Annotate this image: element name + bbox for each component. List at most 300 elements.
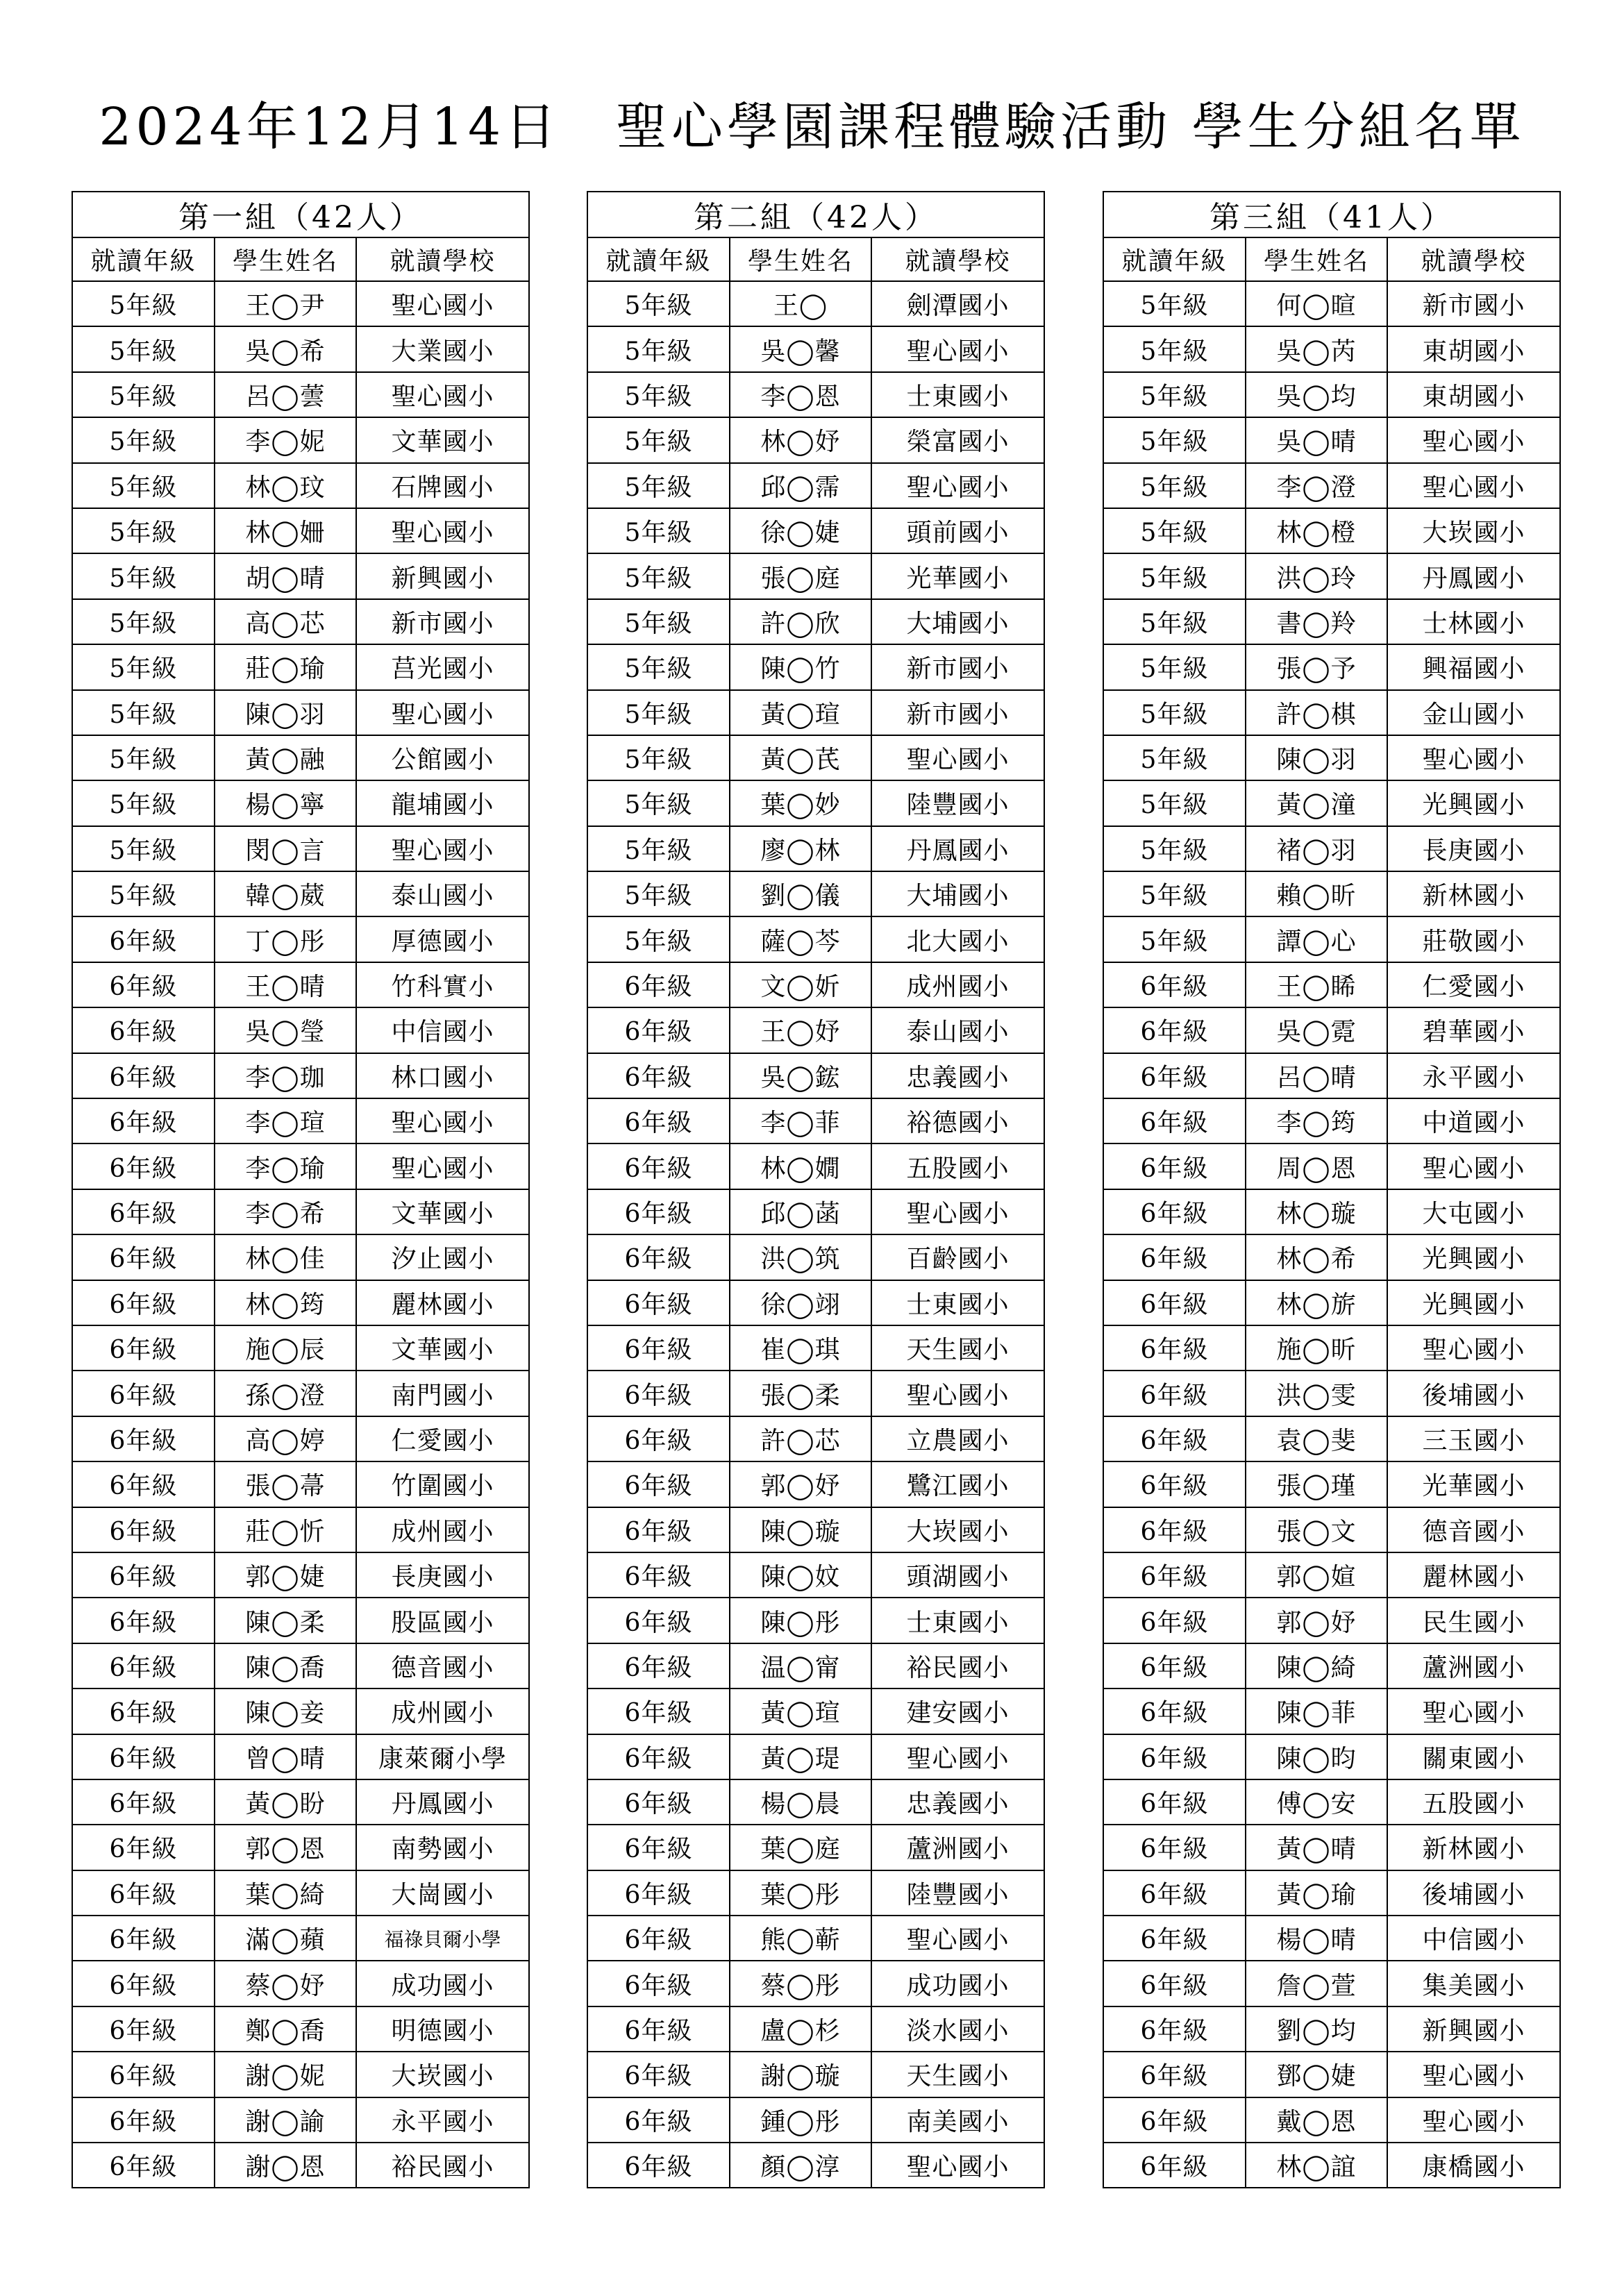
student-name: 林◯嫺 (730, 1143, 871, 1189)
student-school: 聖心國小 (1387, 2097, 1560, 2143)
student-name: 林◯橙 (1246, 508, 1387, 553)
student-school: 公館國小 (356, 735, 529, 780)
student-name: 葉◯綺 (215, 1870, 356, 1916)
student-school: 丹鳳國小 (356, 1779, 529, 1825)
student-school: 關東國小 (1387, 1734, 1560, 1779)
student-name: 許◯棋 (1246, 690, 1387, 735)
student-school: 天生國小 (871, 1325, 1044, 1371)
table-row (1103, 1507, 1560, 1552)
student-name: 葉◯妙 (730, 780, 871, 826)
student-name: 温◯甯 (730, 1643, 871, 1689)
student-grade: 6年級 (1103, 1825, 1246, 1870)
table-row (587, 1916, 1044, 1961)
student-name: 李◯珈 (215, 1053, 356, 1098)
student-school: 成州國小 (871, 962, 1044, 1007)
student-school: 中信國小 (356, 1007, 529, 1053)
student-name: 蔡◯妤 (215, 1961, 356, 2006)
student-grade: 6年級 (1103, 1552, 1246, 1598)
student-school: 文華國小 (356, 1325, 529, 1371)
student-name: 盧◯杉 (730, 2006, 871, 2052)
student-grade: 6年級 (72, 1053, 215, 1098)
table-row (72, 326, 529, 371)
student-grade: 6年級 (587, 1280, 730, 1325)
student-name: 葉◯彤 (730, 1870, 871, 1916)
student-grade: 6年級 (587, 1371, 730, 1416)
table-row (1103, 1689, 1560, 1734)
student-grade: 6年級 (587, 1916, 730, 1961)
student-name: 李◯菲 (730, 1098, 871, 1143)
student-grade: 6年級 (1103, 1779, 1246, 1825)
student-name: 李◯澄 (1246, 463, 1387, 508)
table-row (72, 690, 529, 735)
student-school: 仁愛國小 (1387, 962, 1560, 1007)
student-grade: 5年級 (587, 780, 730, 826)
table-row (1103, 1870, 1560, 1916)
student-grade: 6年級 (72, 1371, 215, 1416)
table-row (72, 1598, 529, 1643)
student-name: 楊◯晴 (1246, 1916, 1387, 1961)
student-name: 李◯妮 (215, 417, 356, 462)
student-grade: 5年級 (1103, 463, 1246, 508)
student-name: 鄭◯喬 (215, 2006, 356, 2052)
student-school: 新林國小 (1387, 1825, 1560, 1870)
student-grade: 6年級 (587, 1870, 730, 1916)
student-name: 郭◯媗 (1246, 1552, 1387, 1598)
student-grade: 6年級 (587, 1325, 730, 1371)
table-row (587, 962, 1044, 1007)
student-grade: 6年級 (587, 1416, 730, 1461)
student-grade: 5年級 (72, 326, 215, 371)
student-school: 南勢國小 (356, 1825, 529, 1870)
student-grade: 6年級 (72, 1825, 215, 1870)
student-school: 士東國小 (871, 1280, 1044, 1325)
column-header-name: 學生姓名 (730, 237, 871, 281)
column-header-name: 學生姓名 (215, 237, 356, 281)
student-school: 聖心國小 (871, 1189, 1044, 1234)
student-grade: 6年級 (72, 1870, 215, 1916)
student-school: 德音國小 (356, 1643, 529, 1689)
student-grade: 5年級 (1103, 326, 1246, 371)
table-row (72, 1779, 529, 1825)
student-name: 張◯文 (1246, 1507, 1387, 1552)
table-row (587, 2052, 1044, 2097)
student-school: 聖心國小 (1387, 417, 1560, 462)
table-row (587, 871, 1044, 916)
student-school: 龍埔國小 (356, 780, 529, 826)
student-grade: 6年級 (1103, 1689, 1246, 1734)
student-name: 黃◯融 (215, 735, 356, 780)
student-name: 劉◯均 (1246, 2006, 1387, 2052)
table-row (1103, 1461, 1560, 1507)
student-name: 胡◯晴 (215, 553, 356, 598)
table-row (1103, 1779, 1560, 1825)
student-name: 詹◯萱 (1246, 1961, 1387, 2006)
student-school: 泰山國小 (871, 1007, 1044, 1053)
student-name: 謝◯璇 (730, 2052, 871, 2097)
student-grade: 5年級 (587, 690, 730, 735)
student-school: 光興國小 (1387, 1234, 1560, 1280)
student-school: 鷺江國小 (871, 1461, 1044, 1507)
student-name: 黃◯瑄 (730, 1689, 871, 1734)
student-grade: 6年級 (587, 1643, 730, 1689)
table-row (72, 1552, 529, 1598)
student-name: 張◯予 (1246, 644, 1387, 689)
student-name: 高◯婷 (215, 1416, 356, 1461)
table-row (1103, 372, 1560, 417)
student-name: 王◯睎 (1246, 962, 1387, 1007)
table-row (1103, 2143, 1560, 2188)
table-row (1103, 1007, 1560, 1053)
student-school: 成功國小 (871, 1961, 1044, 2006)
student-school: 新市國小 (1387, 281, 1560, 326)
student-grade: 5年級 (587, 326, 730, 371)
table-row (587, 1007, 1044, 1053)
student-school: 裕德國小 (871, 1098, 1044, 1143)
table-row (1103, 417, 1560, 462)
student-grade: 5年級 (72, 599, 215, 644)
student-name: 黃◯瑜 (1246, 1870, 1387, 1916)
student-grade: 5年級 (1103, 553, 1246, 598)
student-school: 陸豐國小 (871, 1870, 1044, 1916)
student-name: 林◯姍 (215, 508, 356, 553)
student-name: 陳◯菲 (1246, 1689, 1387, 1734)
student-school: 聖心國小 (871, 463, 1044, 508)
student-school: 聖心國小 (871, 735, 1044, 780)
table-row (587, 2143, 1044, 2188)
student-name: 呂◯蕓 (215, 372, 356, 417)
student-school: 蘆洲國小 (1387, 1643, 1560, 1689)
student-name: 曾◯晴 (215, 1734, 356, 1779)
student-name: 洪◯筑 (730, 1234, 871, 1280)
student-grade: 5年級 (72, 417, 215, 462)
table-row (1103, 1143, 1560, 1189)
student-grade: 5年級 (72, 780, 215, 826)
student-grade: 5年級 (587, 916, 730, 962)
group-table-2 (587, 191, 1045, 2188)
student-school: 大業國小 (356, 326, 529, 371)
student-school: 忠義國小 (871, 1053, 1044, 1098)
student-grade: 6年級 (1103, 1416, 1246, 1461)
table-row (72, 2052, 529, 2097)
student-school: 忠義國小 (871, 1779, 1044, 1825)
student-grade: 5年級 (72, 463, 215, 508)
table-row (1103, 1598, 1560, 1643)
student-name: 滿◯蘋 (215, 1916, 356, 1961)
student-grade: 5年級 (72, 826, 215, 871)
student-name: 廖◯林 (730, 826, 871, 871)
student-school: 聖心國小 (356, 1143, 529, 1189)
student-grade: 5年級 (587, 372, 730, 417)
table-row (587, 826, 1044, 871)
table-row (72, 2097, 529, 2143)
table-row (72, 599, 529, 644)
table-row (587, 1552, 1044, 1598)
table-row (587, 508, 1044, 553)
student-grade: 6年級 (587, 2143, 730, 2188)
table-row (587, 1416, 1044, 1461)
student-grade: 6年級 (72, 1598, 215, 1643)
student-name: 吳◯瑩 (215, 1007, 356, 1053)
table-row (587, 644, 1044, 689)
student-grade: 5年級 (1103, 372, 1246, 417)
student-grade: 6年級 (587, 1689, 730, 1734)
student-school: 長庚國小 (356, 1552, 529, 1598)
student-grade: 5年級 (1103, 508, 1246, 553)
student-school: 聖心國小 (356, 1098, 529, 1143)
student-grade: 5年級 (587, 508, 730, 553)
student-name: 文◯妡 (730, 962, 871, 1007)
student-grade: 6年級 (72, 1280, 215, 1325)
table-row (587, 1598, 1044, 1643)
student-grade: 6年級 (72, 1234, 215, 1280)
student-grade: 5年級 (1103, 690, 1246, 735)
student-name: 何◯暄 (1246, 281, 1387, 326)
student-school: 德音國小 (1387, 1507, 1560, 1552)
table-row (1103, 1961, 1560, 2006)
student-grade: 5年級 (1103, 916, 1246, 962)
student-school: 新林國小 (1387, 871, 1560, 916)
student-school: 聖心國小 (871, 326, 1044, 371)
table-row (72, 1325, 529, 1371)
student-name: 崔◯琪 (730, 1325, 871, 1371)
table-row (72, 1098, 529, 1143)
student-name: 吳◯霓 (1246, 1007, 1387, 1053)
table-row (72, 1280, 529, 1325)
student-school: 新興國小 (356, 553, 529, 598)
student-name: 王◯妤 (730, 1007, 871, 1053)
table-row (72, 281, 529, 326)
student-school: 中道國小 (1387, 1098, 1560, 1143)
student-name: 洪◯雯 (1246, 1371, 1387, 1416)
column-header-grade: 就讀年級 (1103, 237, 1246, 281)
table-row (72, 1825, 529, 1870)
student-school: 聖心國小 (1387, 463, 1560, 508)
table-row (72, 463, 529, 508)
student-name: 吳◯晴 (1246, 417, 1387, 462)
table-row (587, 326, 1044, 371)
student-name: 邱◯霈 (730, 463, 871, 508)
student-school: 三玉國小 (1387, 1416, 1560, 1461)
student-school: 頭前國小 (871, 508, 1044, 553)
table-row (72, 1689, 529, 1734)
student-school: 大崁國小 (871, 1507, 1044, 1552)
student-grade: 5年級 (587, 281, 730, 326)
student-name: 陳◯羽 (1246, 735, 1387, 780)
table-row (1103, 916, 1560, 962)
table-row (1103, 1643, 1560, 1689)
student-school: 麗林國小 (1387, 1552, 1560, 1598)
table-row (587, 599, 1044, 644)
column-header-school: 就讀學校 (871, 237, 1044, 281)
student-grade: 5年級 (1103, 871, 1246, 916)
student-name: 林◯佳 (215, 1234, 356, 1280)
student-grade: 6年級 (72, 1098, 215, 1143)
student-school: 集美國小 (1387, 1961, 1560, 2006)
student-name: 張◯菷 (215, 1461, 356, 1507)
student-grade: 6年級 (587, 2052, 730, 2097)
student-grade: 6年級 (1103, 1234, 1246, 1280)
student-school: 光興國小 (1387, 1280, 1560, 1325)
student-grade: 6年級 (72, 1689, 215, 1734)
student-school: 五股國小 (1387, 1779, 1560, 1825)
student-grade: 6年級 (72, 1325, 215, 1371)
table-row (1103, 871, 1560, 916)
student-grade: 6年級 (72, 1643, 215, 1689)
table-row (1103, 599, 1560, 644)
student-name: 孫◯澄 (215, 1371, 356, 1416)
student-school: 永平國小 (356, 2097, 529, 2143)
table-row (72, 826, 529, 871)
table-row (72, 417, 529, 462)
student-grade: 6年級 (1103, 1461, 1246, 1507)
student-school: 頭湖國小 (871, 1552, 1044, 1598)
student-name: 楊◯晨 (730, 1779, 871, 1825)
student-school: 石牌國小 (356, 463, 529, 508)
table-row (587, 2006, 1044, 2052)
table-row (72, 1643, 529, 1689)
student-grade: 6年級 (587, 1825, 730, 1870)
student-grade: 5年級 (1103, 826, 1246, 871)
student-school: 長庚國小 (1387, 826, 1560, 871)
student-school: 文華國小 (356, 1189, 529, 1234)
student-grade: 6年級 (72, 1734, 215, 1779)
student-school: 大崁國小 (1387, 508, 1560, 553)
student-name: 周◯恩 (1246, 1143, 1387, 1189)
student-grade: 6年級 (587, 1053, 730, 1098)
student-grade: 5年級 (587, 871, 730, 916)
table-row (72, 1234, 529, 1280)
table-row (1103, 1825, 1560, 1870)
student-school: 五股國小 (871, 1143, 1044, 1189)
student-school: 聖心國小 (1387, 1143, 1560, 1189)
table-row (72, 644, 529, 689)
student-name: 陳◯璇 (730, 1507, 871, 1552)
table-row (587, 1961, 1044, 2006)
student-name: 許◯芯 (730, 1416, 871, 1461)
student-school: 中信國小 (1387, 1916, 1560, 1961)
student-school: 仁愛國小 (356, 1416, 529, 1461)
student-grade: 6年級 (72, 1961, 215, 2006)
table-row (72, 1961, 529, 2006)
student-grade: 5年級 (587, 826, 730, 871)
student-grade: 6年級 (1103, 1507, 1246, 1552)
student-name: 傅◯安 (1246, 1779, 1387, 1825)
student-name: 謝◯恩 (215, 2143, 356, 2188)
student-name: 陳◯柔 (215, 1598, 356, 1643)
student-grade: 6年級 (1103, 1371, 1246, 1416)
table-row (72, 372, 529, 417)
student-school: 光華國小 (871, 553, 1044, 598)
student-name: 閔◯言 (215, 826, 356, 871)
student-name: 李◯希 (215, 1189, 356, 1234)
table-row (72, 962, 529, 1007)
student-grade: 6年級 (1103, 2006, 1246, 2052)
student-school: 金山國小 (1387, 690, 1560, 735)
student-grade: 6年級 (72, 1779, 215, 1825)
student-name: 王◯尹 (215, 281, 356, 326)
table-row (587, 1689, 1044, 1734)
table-row (587, 1098, 1044, 1143)
table-row (1103, 735, 1560, 780)
student-name: 楊◯寧 (215, 780, 356, 826)
table-row (1103, 1189, 1560, 1234)
student-grade: 6年級 (587, 1007, 730, 1053)
student-grade: 6年級 (587, 1961, 730, 2006)
student-grade: 6年級 (587, 1734, 730, 1779)
student-grade: 5年級 (1103, 735, 1246, 780)
student-name: 呂◯晴 (1246, 1053, 1387, 1098)
table-row (1103, 2006, 1560, 2052)
table-row (1103, 463, 1560, 508)
student-grade: 6年級 (72, 1552, 215, 1598)
student-name: 書◯羚 (1246, 599, 1387, 644)
table-row (1103, 281, 1560, 326)
group-table-1 (72, 191, 530, 2188)
student-school: 福祿貝爾小學 (356, 1916, 529, 1961)
table-row (1103, 780, 1560, 826)
student-grade: 5年級 (1103, 281, 1246, 326)
student-grade: 6年級 (587, 1507, 730, 1552)
column-header-school: 就讀學校 (356, 237, 529, 281)
student-name: 謝◯妮 (215, 2052, 356, 2097)
student-name: 李◯瑜 (215, 1143, 356, 1189)
student-grade: 6年級 (72, 2097, 215, 2143)
table-row (72, 1916, 529, 1961)
table-row (587, 1643, 1044, 1689)
table-row (72, 1189, 529, 1234)
student-name: 黃◯潼 (1246, 780, 1387, 826)
student-school: 新興國小 (1387, 2006, 1560, 2052)
table-row (587, 2097, 1044, 2143)
column-header-grade: 就讀年級 (587, 237, 730, 281)
student-grade: 6年級 (72, 2052, 215, 2097)
student-school: 興福國小 (1387, 644, 1560, 689)
student-school: 聖心國小 (1387, 735, 1560, 780)
student-grade: 5年級 (72, 644, 215, 689)
student-school: 聖心國小 (356, 826, 529, 871)
student-school: 聖心國小 (1387, 1325, 1560, 1371)
student-grade: 6年級 (1103, 1598, 1246, 1643)
student-name: 顏◯淳 (730, 2143, 871, 2188)
table-row (72, 1734, 529, 1779)
student-grade: 6年級 (72, 962, 215, 1007)
student-school: 東胡國小 (1387, 326, 1560, 371)
student-grade: 6年級 (72, 916, 215, 962)
student-school: 聖心國小 (356, 508, 529, 553)
table-row (1103, 1325, 1560, 1371)
table-row (587, 1325, 1044, 1371)
table-row (1103, 508, 1560, 553)
student-name: 陳◯妾 (215, 1689, 356, 1734)
student-name: 郭◯婕 (215, 1552, 356, 1598)
student-grade: 6年級 (1103, 1143, 1246, 1189)
student-school: 聖心國小 (871, 1371, 1044, 1416)
student-school: 竹科實小 (356, 962, 529, 1007)
student-grade: 6年級 (1103, 1007, 1246, 1053)
table-row (587, 780, 1044, 826)
table-row (72, 1416, 529, 1461)
table-row (72, 553, 529, 598)
student-name: 吳◯馨 (730, 326, 871, 371)
student-grade: 6年級 (72, 2006, 215, 2052)
student-grade: 5年級 (587, 735, 730, 780)
student-name: 黃◯盼 (215, 1779, 356, 1825)
student-grade: 6年級 (587, 1552, 730, 1598)
student-school: 裕民國小 (356, 2143, 529, 2188)
table-row (587, 1870, 1044, 1916)
student-school: 聖心國小 (1387, 1689, 1560, 1734)
student-name: 莊◯忻 (215, 1507, 356, 1552)
